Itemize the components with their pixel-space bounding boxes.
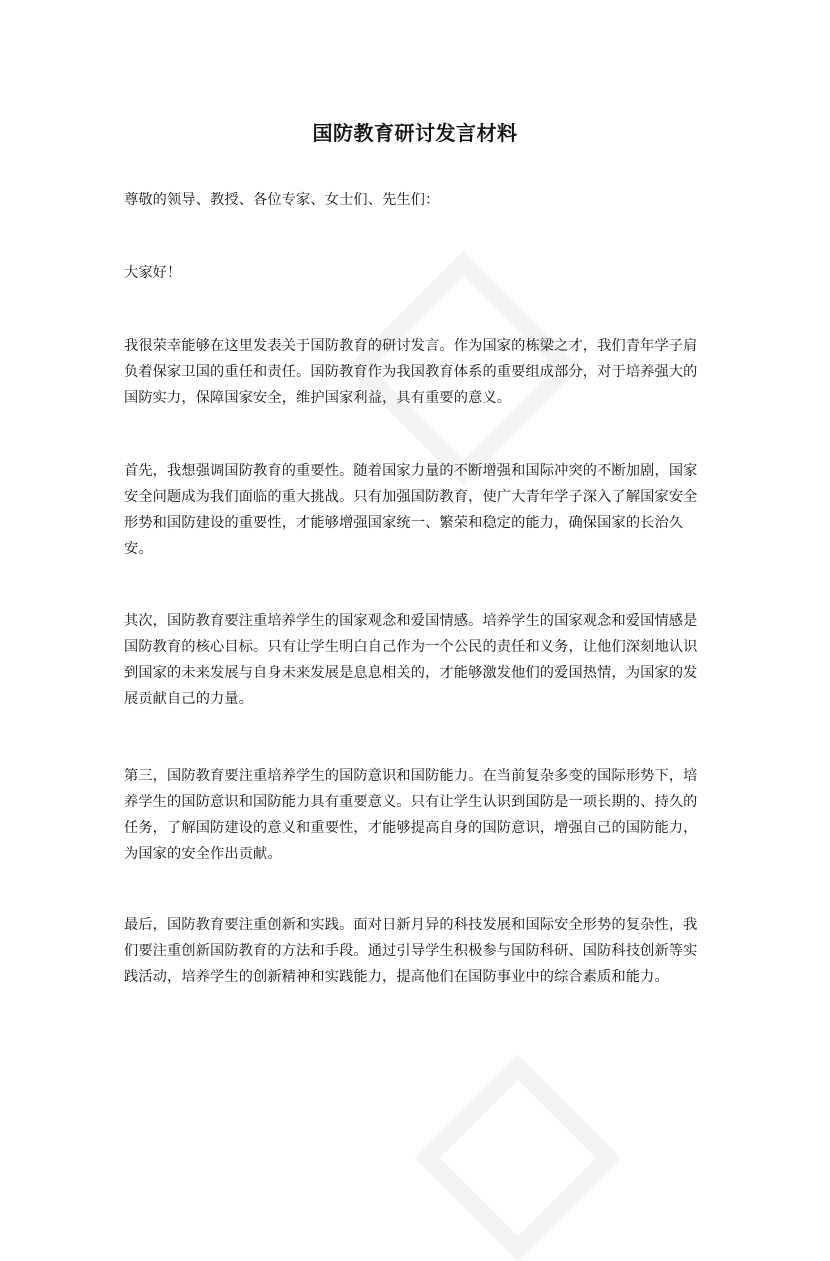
salutation: 尊敬的领导、教授、各位专家、女士们、先生们： — [124, 192, 440, 208]
watermark-mark — [415, 1055, 621, 1261]
paragraph-first: 首先，我想强调国防教育的重要性。随着国家力量的不断增强和国际冲突的不断加剧，国家安全问题成为我们面临的重大挑战。只有加强国防教育，使广大青年学子深入了解国家安全形势和国防建设的重要性，才能够增强国家统一、繁荣和稳定的能力，确保国家的长治久安。 — [124, 463, 698, 557]
paragraph-intro: 我很荣幸能够在这里发表关于国防教育的研讨发言。作为国家的栋梁之才，我们青年学子肩负着保家卫国的重任和责任。国防教育作为我国教育体系的重要组成部分，对于培养强大的国防实力，保障国家安全，维护国家利益，具有重要的意义。 — [124, 338, 698, 406]
paragraph-final: 最后，国防教育要注重创新和实践。面对日新月异的科技发展和国际安全形势的复杂性，我们要注重创新国防教育的方法和手段。通过引导学生积极参与国防科研、国防科技创新等实践活动，培养学生的创新精神和实践能力，提高他们在国防事业中的综合素质和能力。 — [124, 917, 698, 985]
greeting: 大家好！ — [124, 265, 182, 281]
document-title: 国防教育研讨发言材料 — [312, 121, 518, 145]
paragraph-second: 其次，国防教育要注重培养学生的国家观念和爱国情感。培养学生的国家观念和爱国情感是国防教育的核心目标。只有让学生明白自己作为一个公民的责任和义务，让他们深刻地认识到国家的未来发展与自身未来发展是息息相关的，才能够激发他们的爱国热情，为国家的发展贡献自己的力量。 — [124, 613, 698, 707]
paragraph-third: 第三，国防教育要注重培养学生的国防意识和国防能力。在当前复杂多变的国际形势下，培养学生的国防意识和国防能力具有重要意义。只有让学生认识到国防是一项长期的、持久的任务，了解国防建设的意义和重要性，才能够提高自身的国防意识，增强自己的国防能力，为国家的安全作出贡献。 — [124, 768, 698, 862]
